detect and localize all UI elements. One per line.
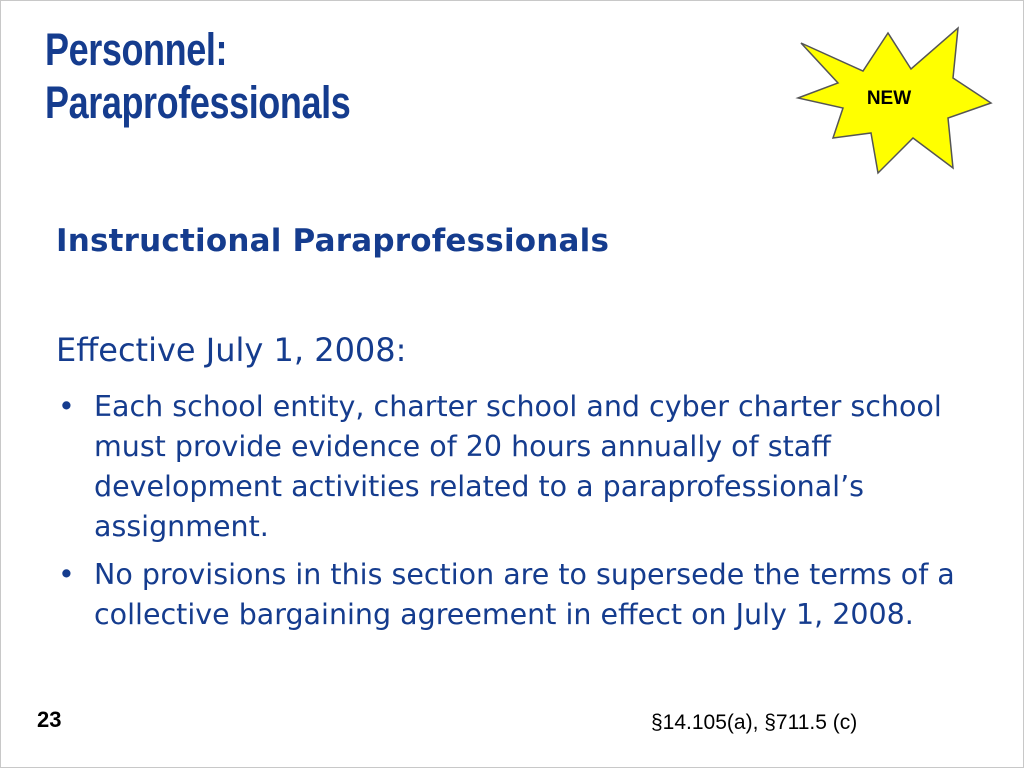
bullet-item xyxy=(56,387,996,547)
bullet-marker: • xyxy=(58,558,75,591)
section-subtitle: Instructional Paraprofessionals xyxy=(56,223,610,259)
bullet-text: Each school entity, charter school and cyber charter school must provide evidence of 20 hours annually of staff development activities related to a paraprofessional’s assignment. xyxy=(94,390,942,543)
new-badge-label: NEW xyxy=(866,88,912,109)
bullet-text: No provisions in this section are to supersede the terms of a collective bargaining agreement in effect on July 1, 2008. xyxy=(94,558,955,631)
slide-title-line-1: Personnel: xyxy=(45,24,228,75)
slide-title-line-2: Paraprofessionals xyxy=(45,77,351,128)
effective-date-line: Effective July 1, 2008: xyxy=(56,331,407,369)
bullet-item xyxy=(56,555,996,635)
bullet-marker: • xyxy=(58,390,75,423)
legal-citation: §14.105(a), §711.5 (c) xyxy=(651,711,858,734)
slide-page-number: 23 xyxy=(37,707,62,732)
bullet-list xyxy=(56,387,996,643)
slide-title xyxy=(45,23,350,129)
